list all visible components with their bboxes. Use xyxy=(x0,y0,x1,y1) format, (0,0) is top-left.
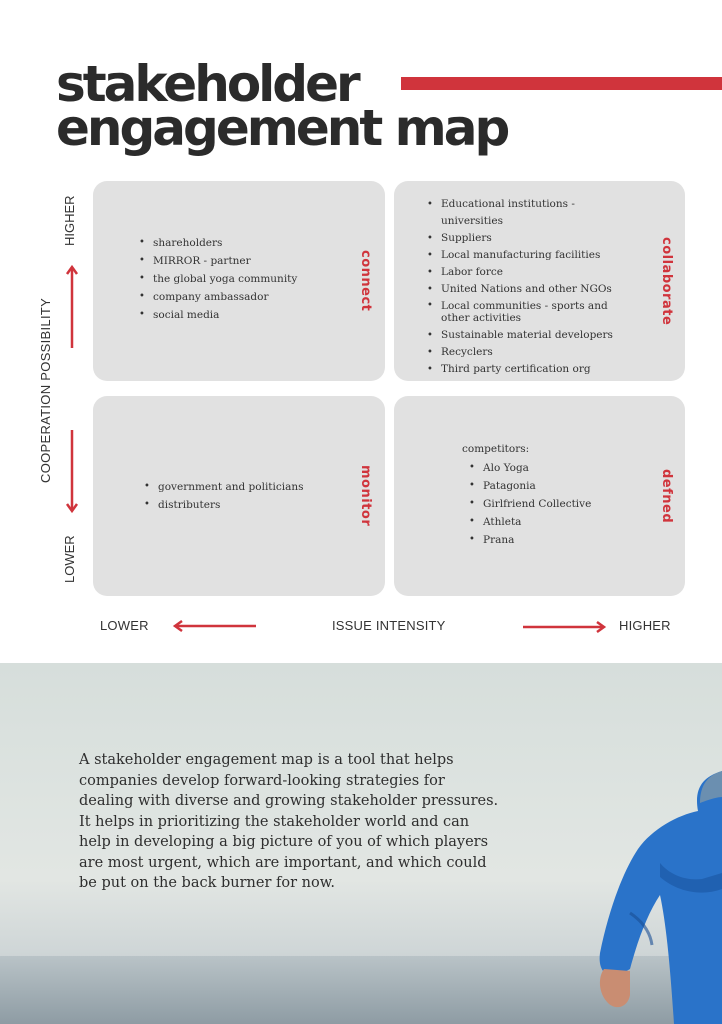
connect-list xyxy=(139,234,297,324)
quadrant-tag-monitor: monitor xyxy=(358,465,373,527)
y-axis-lower-label: LOWER xyxy=(62,535,77,583)
list-item: • Athleta xyxy=(469,513,591,531)
y-axis-higher-label: HIGHER xyxy=(62,195,77,246)
list-item: • Labor force xyxy=(427,264,627,281)
list-item: • company ambassador xyxy=(139,288,297,306)
quadrant-collaborate xyxy=(394,181,685,381)
list-item: • MIRROR - partner xyxy=(139,252,297,270)
list-item: • Educational institutions - universities xyxy=(427,196,627,230)
competitors-heading: competitors: xyxy=(462,443,530,455)
quadrant-tag-connect: connect xyxy=(358,250,373,312)
description-paragraph: A stakeholder engagement map is a tool that helps companies develop forward-looking strategies for dealing with diverse and growing stakeholder pressures. It helps in prioritizing the stakeholder world and can help in developing a big picture of you of which players are most urgent, which are important, and which could be put on the back burner for now. xyxy=(79,752,499,891)
list-item: • Suppliers xyxy=(427,230,627,247)
page-title xyxy=(56,55,508,157)
quadrant-connect xyxy=(93,181,385,381)
y-axis-down-arrow-icon xyxy=(64,428,80,514)
list-item: • Alo Yoga xyxy=(469,459,591,477)
hero-photo xyxy=(0,663,722,1024)
competitors-list xyxy=(469,459,591,549)
list-item: • Third party certification org xyxy=(427,361,627,378)
y-axis-up-arrow-icon xyxy=(64,264,80,350)
monitor-list xyxy=(144,478,304,514)
x-axis-left-arrow-icon xyxy=(172,618,258,634)
list-item: • the global yoga community xyxy=(139,270,297,288)
list-item: • Local manufacturing facilities xyxy=(427,247,627,264)
collaborate-list xyxy=(427,196,627,378)
quadrant-monitor xyxy=(93,396,385,596)
quadrant-tag-defend: defned xyxy=(659,469,674,524)
list-item: • Sustainable material developers xyxy=(427,327,627,344)
x-axis-right-arrow-icon xyxy=(521,619,607,635)
x-axis-lower-label: LOWER xyxy=(100,618,149,633)
y-axis-label: COOPERATION POSSIBILITY xyxy=(38,297,53,483)
runner-figure xyxy=(590,763,722,1024)
list-item: • government and politicians xyxy=(144,478,304,496)
x-axis-label: ISSUE INTENSITY xyxy=(332,618,446,633)
quadrant-tag-collaborate: collaborate xyxy=(659,237,674,326)
list-item: • Prana xyxy=(469,531,591,549)
list-item: • shareholders xyxy=(139,234,297,252)
title-accent-bar xyxy=(401,77,722,90)
list-item: • social media xyxy=(139,306,297,324)
list-item: • Recyclers xyxy=(427,344,627,361)
list-item: • Girlfriend Collective xyxy=(469,495,591,513)
list-item: • distributers xyxy=(144,496,304,514)
title-line-2: engagement map xyxy=(56,99,508,157)
quadrant-defend xyxy=(394,396,685,596)
x-axis-higher-label: HIGHER xyxy=(619,618,671,633)
list-item: • Patagonia xyxy=(469,477,591,495)
list-item: • United Nations and other NGOs xyxy=(427,281,627,298)
title-line-1: stakeholder xyxy=(56,55,358,113)
list-item: • Local communities - sports and other activities xyxy=(427,300,627,324)
